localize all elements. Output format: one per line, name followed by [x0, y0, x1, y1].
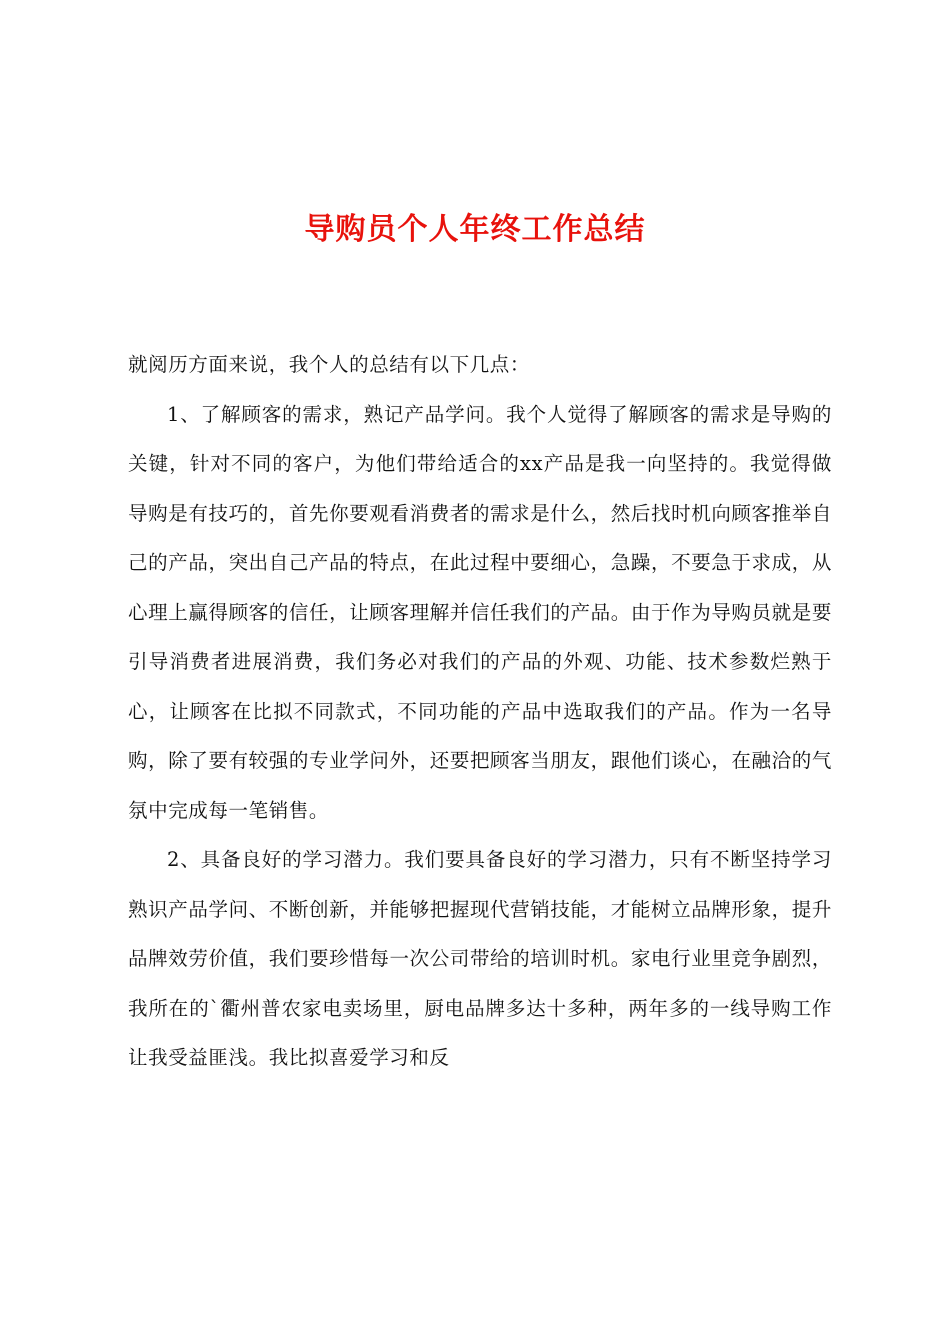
paragraph-1: 1、了解顾客的需求，熟记产品学问。我个人觉得了解顾客的需求是导购的关键，针对不同的客户，为他们带给适合的xx产品是我一向坚持的。我觉得做导购是有技巧的，首先你要观看消费者的需求是什么，然后找时机向顾客推举自己的产品，突出自己产品的特点，在此过程中要细心，急躁，不要急于求成，从心理上赢得顾客的信任，让顾客理解并信任我们的产品。由于作为导购员就是要引导消费者进展消费，我们务必对我们的产品的外观、功能、技术参数烂熟于心，让顾客在比拟不同款式，不同功能的产品中选取我们的产品。作为一名导购，除了要有较强的专业学问外，还要把顾客当朋友，跟他们谈心，在融洽的气氛中完成每一笔销售。: [128, 402, 832, 822]
intro-paragraph: 就阅历方面来说，我个人的总结有以下几点：: [128, 353, 531, 376]
paragraph-2: 2、具备良好的学习潜力。我们要具备良好的学习潜力，只有不断坚持学习熟识产品学问、不断创新，并能够把握现代营销技能，才能树立品牌形象，提升品牌效劳价值，我们要珍惜每一次公司带给的培训时机。家电行业里竞争剧烈，我所在的`衢州普农家电卖场里，厨电品牌多达十多种，两年多的一线导购工作让我受益匪浅。我比拟喜爱学习和反: [128, 848, 832, 1069]
document-body: [128, 340, 832, 1083]
document-title: 导购员个人年终工作总结: [304, 212, 646, 247]
